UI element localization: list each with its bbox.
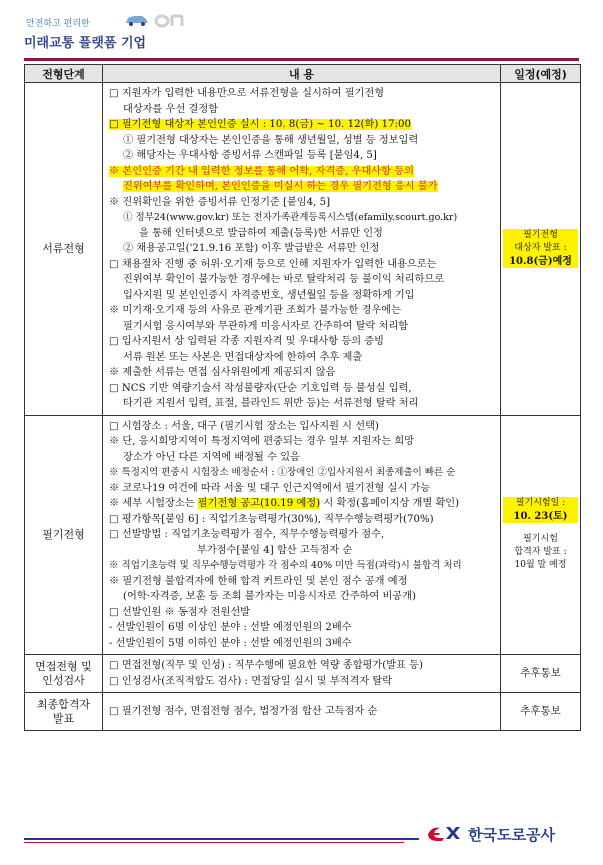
list-item: □ 인성검사(조직적합도 검사) : 면접당일 실시 및 부적격자 탈락 <box>109 675 393 687</box>
warning-highlight: 진위여부를 확인하며, 본인인증을 미실시 하는 경우 필기전형 응시 불가 <box>123 181 438 192</box>
list-item <box>109 496 496 512</box>
table-row-document <box>25 83 581 416</box>
list-item <box>109 117 496 133</box>
table-row-interview <box>25 655 581 693</box>
content-final <box>103 693 501 731</box>
written-notice-highlight: 필기전형 공고(10.19 예정) <box>197 498 321 509</box>
content-written <box>103 415 501 655</box>
list-item: ※ 특정지역 편중시 시험장소 배정순서 : ①장애인 ②입사지원서 최종제출이 빠른 순 <box>109 467 456 478</box>
schedule-date: 10. 23(토) <box>503 510 578 523</box>
slogan: 안전하고 편리한 <box>26 19 90 29</box>
auth-period-highlight: □ 필기전형 대상자 본인인증 실시 : 10. 8(금) ~ 10. 12(화) 17:00 <box>109 119 411 130</box>
list-item: □ 시험장소 : 서울, 대구 (필기시험 장소는 입사지원 시 선택) <box>109 420 379 432</box>
list-item: ※ 미기재·오기재 등의 사유로 관계기관 조회가 불가능한 경우에는 <box>109 305 401 316</box>
on-logo-icon <box>154 12 188 28</box>
stage-label: 면접전형 및 <box>35 659 92 673</box>
list-item: ① 정부24(www.gov.kr) 또는 전자가족관계등록시스템(efamily.scourt.go.kr) <box>123 212 458 223</box>
table-header-row <box>25 65 581 83</box>
schedule-final: 추후통보 <box>501 693 581 731</box>
header <box>24 14 584 62</box>
ex-logo-icon <box>426 822 466 844</box>
stage-written: 필기전형 <box>25 415 103 655</box>
table-row-final <box>25 693 581 731</box>
list-item: 을 통해 인터넷으로 발급하여 제출(등록)한 서류만 인정 <box>139 227 383 239</box>
list-item: □ NCS 기반 역량기술서 작성불량자(단순 기호입력 등 불성실 입력, <box>109 382 412 394</box>
list-item: ① 필기전형 대상자는 본인인증을 통해 생년월일, 성별 등 정보입력 <box>123 134 419 146</box>
header-schedule: 일정(예정) <box>501 65 581 83</box>
list-item: ② 채용공고일('21.9.16 포함) 이후 발급받은 서류만 인정 <box>123 243 380 254</box>
schedule-document <box>501 83 581 416</box>
list-item: □ 면접전형(직무 및 인성) : 직무수행에 필요한 역량 종합평가(발표 등) <box>109 660 423 671</box>
schedule-label: 대상자 발표 : <box>503 242 578 255</box>
schedule-interview: 추후통보 <box>501 655 581 693</box>
stage-label: 최종합격자 <box>36 697 91 711</box>
content-document <box>103 83 501 416</box>
table-row-written <box>25 415 581 655</box>
footer-divider <box>24 838 419 840</box>
list-item: 필기시험 응시여부와 무관하게 미응시자로 간주하여 탈락 처리함 <box>123 320 409 332</box>
list-item: □ 지원자가 입력한 내용만으로 서류전형을 실시하여 필기전형 <box>109 88 385 99</box>
schedule-label: 필기시험일 : <box>503 497 578 510</box>
list-item: □ 평가항목[붙임 6] : 직업기초능력평가(30%), 직무수행능력평가(70%) <box>109 513 434 525</box>
header-content: 내 용 <box>103 65 501 83</box>
schedule-label: 필기전형 <box>503 229 578 242</box>
warning-highlight: ※ 본인인증 기간 내 입력한 정보를 통해 어학, 자격증, 우대사항 등의 <box>109 165 414 177</box>
stage-interview <box>25 655 103 693</box>
list-item: ※ 제출한 서류는 면접 심사위원에게 제공되지 않음 <box>109 367 336 378</box>
header-divider <box>24 58 579 61</box>
list-item: □ 입사지원서 상 입력된 각종 지원자격 및 우대사항 등의 증빙 <box>109 336 384 347</box>
stage-label: 인성검사 <box>42 673 85 687</box>
stage-final <box>25 693 103 731</box>
list-item: (어학·자격증, 보훈 등 조회 불가자는 미응시자로 간주하여 비공개) <box>123 591 416 602</box>
stage-document: 서류전형 <box>25 83 103 416</box>
list-item: ※ 단, 응시희망지역이 특정지역에 편중되는 경우 일부 지원자는 희망 <box>109 436 415 447</box>
list-item: □ 선발인원 ※ 동점자 전원선발 <box>109 606 251 618</box>
company-name: 한국도로공사 <box>468 826 555 844</box>
list-item: ※ 직업기초능력 및 직무수행능력평가 각 점수의 40% 미만 득점(과락)시 불합격 처리 <box>109 560 462 571</box>
footer-divider-accent <box>24 842 404 843</box>
list-item <box>109 179 496 195</box>
detail-text: ※ 세부 시험장소는 <box>109 498 198 509</box>
list-item <box>109 164 496 180</box>
car-icon <box>124 14 150 26</box>
list-item: ② 해당자는 우대사항 증빙서류 스캔파일 등록 [붙임4, 5] <box>123 150 377 161</box>
list-item: 부가점수[붙임 4] 합산 고득점자 순 <box>197 544 353 556</box>
list-item: - 선발인원이 6명 이상인 분야 : 선발 예정인원의 2배수 <box>109 622 352 633</box>
list-item: 입사지원 및 본인인증시 자격증번호, 생년월일 등을 정확하게 기입 <box>123 289 415 301</box>
list-item: □ 채용절차 진행 중 허위·오기재 등으로 인해 지원자가 입력한 내용으로는 <box>109 258 437 270</box>
list-item: - 선발인원이 5명 이하인 분야 : 선발 예정인원의 3배수 <box>109 637 352 649</box>
header-stage: 전형단계 <box>25 65 103 83</box>
list-item: □ 필기전형 점수, 면접전형 점수, 법정가점 합산 고득점자 순 <box>109 705 378 717</box>
schedule-written <box>501 415 581 655</box>
recruitment-table <box>24 64 581 731</box>
schedule-label: 합격자 발표 : <box>514 547 567 558</box>
list-item: □ 선발방법 : 직업기초능력평가 점수, 직무수행능력평가 점수, <box>109 529 385 540</box>
list-item: 서류 원본 또는 사본은 면접대상자에 한하여 추후 제출 <box>123 351 363 363</box>
schedule-date: 10.8(금)예정 <box>503 255 578 268</box>
list-item: ※ 코로나19 여건에 따라 서울 및 대구 인근지역에서 필기전형 실시 가능 <box>109 482 431 494</box>
list-item: ※ 필기전형 불합격자에 한해 합격 커트라인 및 본인 점수 공개 예정 <box>109 575 408 587</box>
list-item: 대상자를 우선 결정함 <box>123 103 219 115</box>
detail-text: 시 확정(홈페이지상 개별 확인) <box>320 498 460 509</box>
schedule-label: 필기시험 <box>523 534 558 545</box>
content-interview <box>103 655 501 693</box>
stage-label: 발표 <box>52 711 75 725</box>
list-item: ※ 진위확인을 위한 증빙서류 인정기준 [붙임4, 5] <box>109 196 331 208</box>
list-item: 장소가 아닌 다른 지역에 배정될 수 있음 <box>123 451 300 463</box>
brand-title: 미래교통 플랫폼 기업 <box>24 36 147 51</box>
schedule-label: 10월 말 예정 <box>514 560 567 571</box>
list-item: 진위여부 확인이 불가능한 경우에는 바로 탈락처리 등 불이익 처리하므로 <box>123 274 445 285</box>
list-item: 타기관 지원서 입력, 표절, 블라인드 위반 등)는 서류전형 탈락 처리 <box>123 398 419 409</box>
